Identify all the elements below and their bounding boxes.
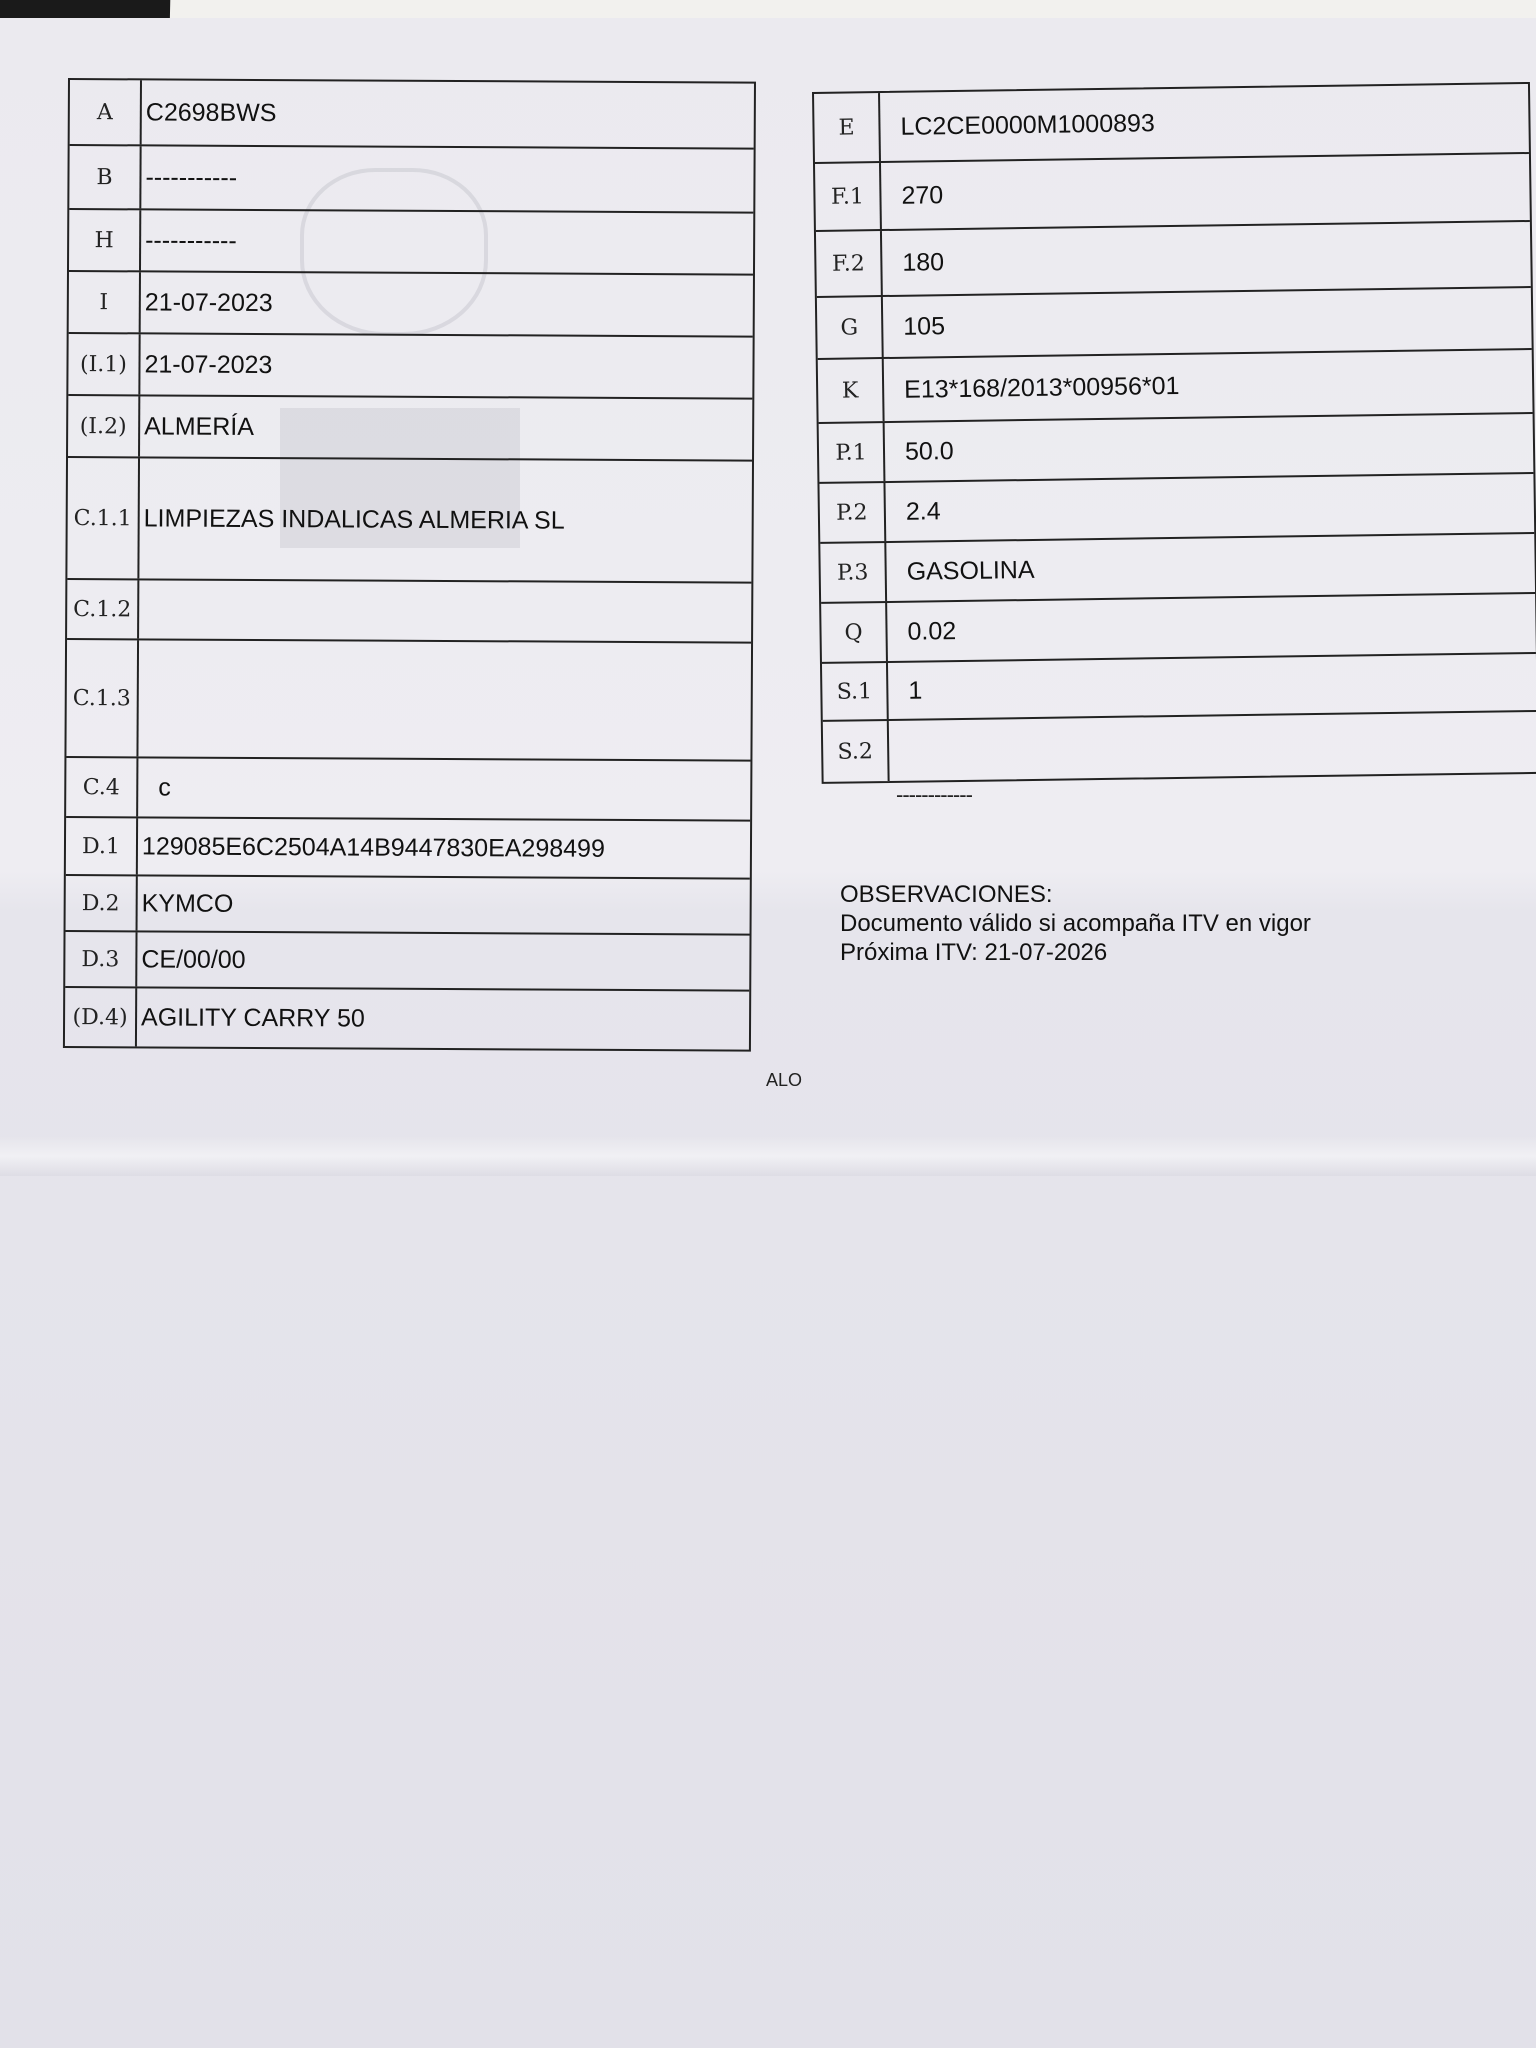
field-value: 21-07-2023 [144, 287, 273, 317]
field-code: S.1 [822, 663, 889, 720]
table-row [822, 654, 1536, 722]
field-value: C2698BWS [145, 97, 277, 127]
table-row [66, 818, 750, 880]
table-row [65, 932, 749, 992]
field-code: D.3 [65, 932, 137, 986]
field-value: 21-07-2023 [144, 349, 273, 379]
field-code: C.1.1 [67, 458, 140, 578]
field-value [138, 640, 751, 759]
table-row [67, 580, 751, 644]
table-row [823, 712, 1536, 782]
field-value: 1 [908, 676, 923, 705]
field-value: CE/00/00 [141, 944, 246, 974]
field-code: D.1 [66, 818, 138, 874]
field-code: C.4 [66, 758, 138, 816]
observations-block [840, 880, 1311, 967]
field-value: 0.02 [907, 616, 957, 646]
field-value: E13*168/2013*00956*01 [903, 371, 1180, 404]
field-value: ----------- [145, 225, 237, 255]
field-value: LIMPIEZAS INDALICAS ALMERIA SL [143, 503, 565, 535]
field-code: P.1 [819, 423, 886, 482]
right-data-table [812, 82, 1536, 784]
table-row [821, 594, 1536, 664]
table-row [819, 414, 1534, 484]
table-row [814, 84, 1529, 164]
table-row [66, 758, 750, 822]
paper-fold [0, 1136, 1536, 1176]
field-code: (I.2) [68, 396, 140, 456]
field-value: 2.4 [905, 496, 941, 526]
observations-line: Documento válido si acompaña ITV en vigor [840, 910, 1311, 937]
field-code: D.2 [66, 876, 138, 930]
table-row [65, 988, 749, 1050]
table-row [820, 534, 1535, 604]
field-code: E [814, 93, 881, 162]
field-value: 180 [902, 247, 945, 277]
field-value: LC2CE0000M1000893 [900, 108, 1156, 141]
table-row [815, 154, 1530, 232]
table-row [818, 350, 1533, 424]
field-value: 105 [903, 311, 946, 341]
field-value: KYMCO [141, 888, 234, 918]
field-code: C.1.2 [67, 580, 139, 638]
field-value [139, 580, 751, 641]
field-code: H [69, 210, 141, 270]
field-code: P.3 [820, 543, 887, 602]
field-code: F.2 [816, 231, 883, 296]
field-value: GASOLINA [906, 555, 1035, 586]
table-row [69, 272, 753, 338]
table-row [817, 288, 1532, 360]
field-value: AGILITY CARRY 50 [141, 1002, 365, 1033]
field-code: S.2 [823, 721, 890, 782]
table-row [66, 876, 750, 936]
field-code: A [70, 80, 142, 144]
table-row [70, 80, 754, 150]
table-row [68, 334, 752, 400]
field-value: 129085E6C2504A14B9447830EA298499 [141, 831, 605, 863]
table-row [67, 458, 752, 584]
table-row [68, 396, 752, 462]
bottom-marker: ALO [766, 1070, 803, 1090]
field-code: G [817, 297, 884, 358]
field-value: ALMERÍA [144, 411, 255, 441]
field-code: I [69, 272, 141, 332]
field-code: C.1.3 [66, 640, 139, 756]
table-row [69, 210, 753, 276]
observations-line: Próxima ITV: 21-07-2026 [840, 939, 1108, 966]
field-code: B [69, 146, 141, 208]
field-value: c [158, 772, 171, 802]
table-row [816, 222, 1531, 298]
field-code: Q [821, 603, 888, 662]
field-value: 50.0 [904, 436, 954, 466]
field-code: (I.1) [68, 334, 140, 394]
field-code: (D.4) [65, 988, 137, 1046]
observations-heading: OBSERVACIONES: [840, 881, 1053, 908]
field-value: 270 [901, 180, 944, 210]
table-row [66, 640, 751, 762]
right-table-dash: ------------ [896, 782, 972, 807]
field-value: ----------- [145, 162, 238, 192]
field-value [889, 712, 1536, 781]
table-row [819, 474, 1534, 544]
table-row [69, 146, 753, 214]
field-code: K [818, 359, 885, 422]
field-code: P.2 [819, 483, 886, 542]
field-code: F.1 [815, 163, 882, 230]
left-data-table [63, 78, 756, 1052]
